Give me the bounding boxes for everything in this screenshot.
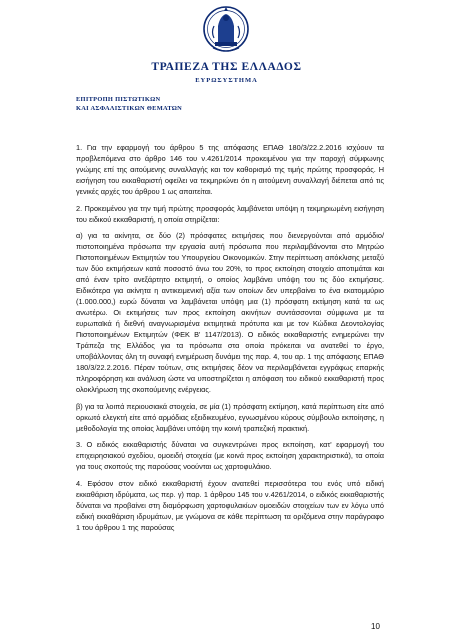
- paragraph-1: 1. Για την εφαρμογή του άρθρου 5 της απόφασης ΕΠΑΘ 180/3/22.2.2016 ισχύουν τα προβλεπόμενα στο άρθρο 146 του ν.4261/2014 προκειμένου για την παροχή σύμφωνης γνώμης επί της αιτούμενης συναλλαγής και τον καθορισμό της τιμής πρώτης προσφοράς. Η εισήγηση του εκκαθαριστή οφείλει να τεκμηριώνει ότι η αιτούμενη συναλλαγή διέπεται από τις γενικές αρχές του άρθρου 1 ως απαιτείται.: [76, 143, 384, 196]
- bank-emblem-icon: [201, 2, 251, 58]
- paragraph-3: 3. Ο ειδικός εκκαθαριστής δύναται να συγκεντρώνει προς εκποίηση, κατ' εφαρμογή του επιχειρησιακού σχεδίου, ομοειδή στοιχεία (με κοινά προς εκποίηση χαρακτηριστικά), τα οποία για τους σκοπούς της παρούσας νοούνται ως χαρτοφυλάκιο.: [76, 440, 384, 471]
- document-body: [76, 142, 384, 538]
- bank-name-heading: ΤΡΑΠΕΖΑ ΤΗΣ ΕΛΛΑΔΟΣ: [151, 61, 302, 73]
- paragraph-2: 2. Προκειμένου για την τιμή πρώτης προσφοράς λαμβάνεται υπόψη η τεκμηριωμένη εισήγηση του ειδικού εκκαθαριστή, η οποία στηρίζεται:: [76, 203, 384, 224]
- department-line-1: ΕΠΙΤΡΟΠΗ ΠΙΣΤΩΤΙΚΩΝ: [76, 96, 161, 103]
- paragraph-2b: β) για τα λοιπά περιουσιακά στοιχεία, σε μία (1) πρόσφατη εκτίμηση, κατά περίπτωση είτε από ορκωτό ελεγκτή είτε από αρμόδιας εξειδικευμένο, εγνωσμένου κύρους σύμβουλο εκποίησης, η μεθοδολογία της οποίας λαμβάνει υπόψη την κοινή τραπεζική πρακτική.: [76, 401, 384, 433]
- eurosystem-subtitle: ΕΥΡΩΣΥΣΤΗΜΑ: [195, 77, 258, 84]
- page-number: 10: [371, 622, 380, 631]
- paragraph-4: 4. Εφόσον στον ειδικό εκκαθαριστή έχουν ανατεθεί περισσότερα του ενός υπό ειδική εκκαθάριση ιδρύματα, ως περ. γ) παρ. 1 άρθρου 145 του ν.4261/2014, ο ειδικός εκκαθαριστής δύναται να προβαίνει στη διαμόρφωση χαρτοφυλακίων ομοειδών στοιχείων των εν λόγω υπό ειδική εκκαθάριση ιδρυμάτων, με γνώμονα σε κάθε περίπτωση τα οριζόμενα στην παράγραφο 1 του άρθρου 1 της παρούσας: [76, 478, 384, 532]
- paragraph-2a: α) για τα ακίνητα, σε δύο (2) πρόσφατες εκτιμήσεις που διενεργούνται από αρμόδιο/πιστοποιημένα πρόσωπα την εργασία αυτή πρόσωπα που περιλαμβάνονται στο Μητρώο Πιστοποιημένων Εκτιμητών του Υπουργείου Οικονομικών. Στην περίπτωση απόκλισης μεταξύ των δύο εκτιμήσεων κατά ποσοστό άνω του 20%, το προς εκποίηση στοιχείο αποτιμάται και από έναν τρίτο ανεξάρτητο εκτιμητή, ο οποίος λαμβάνει υπόψη του τις δύο εκτιμήσεις. Ειδικότερα για ακίνητα η αντικειμενική αξία των οποίων δεν υπερβαίνει το ένα εκατομμύριο (1.000.000,) ευρώ δύναται να λαμβάνεται υπόψη μια (1) πρόσφατη εκτίμηση κατά τα ως ανωτέρω. Οι εκτιμήσεις των προς εκποίηση ακινήτων συντάσσονται σύμφωνα με τα ευρωπαϊκά ή διεθνή αναγνωρισμένα εκτιμητικά πρότυπα και με τον Κώδικα Δεοντολογίας Πιστοποιημένων Εκτιμητών (ΦΕΚ Β' 1147/2013). Ο ειδικός εκκαθαριστής ενημερώνει την Τράπεζα της Ελλάδος για τα πρόσωπα στα οποία πρόκειται να ανατεθεί το έργο, υποβάλλοντας όλη τη συναφή ενημέρωση δυνάμει της παρ. 4, του αρ. 1 της απόφασης ΕΠΑΘ 180/3/22.2.2016. Πέραν τούτων, στις εκτιμήσεις δέον να περιλαμβάνεται εγγράφως επαρκής πληροφόρηση και ανάλυση ώστε να υποστηρίζεται η απόφαση του ειδικού εκκαθαριστή προς ολοκλήρωση της σκοπούμενης ενέργειας.: [76, 231, 384, 394]
- department-label: [76, 95, 182, 113]
- department-line-2: ΚΑΙ ΑΣΦΑΛΙΣΤΙΚΩΝ ΘΕΜΑΤΩΝ: [76, 105, 183, 112]
